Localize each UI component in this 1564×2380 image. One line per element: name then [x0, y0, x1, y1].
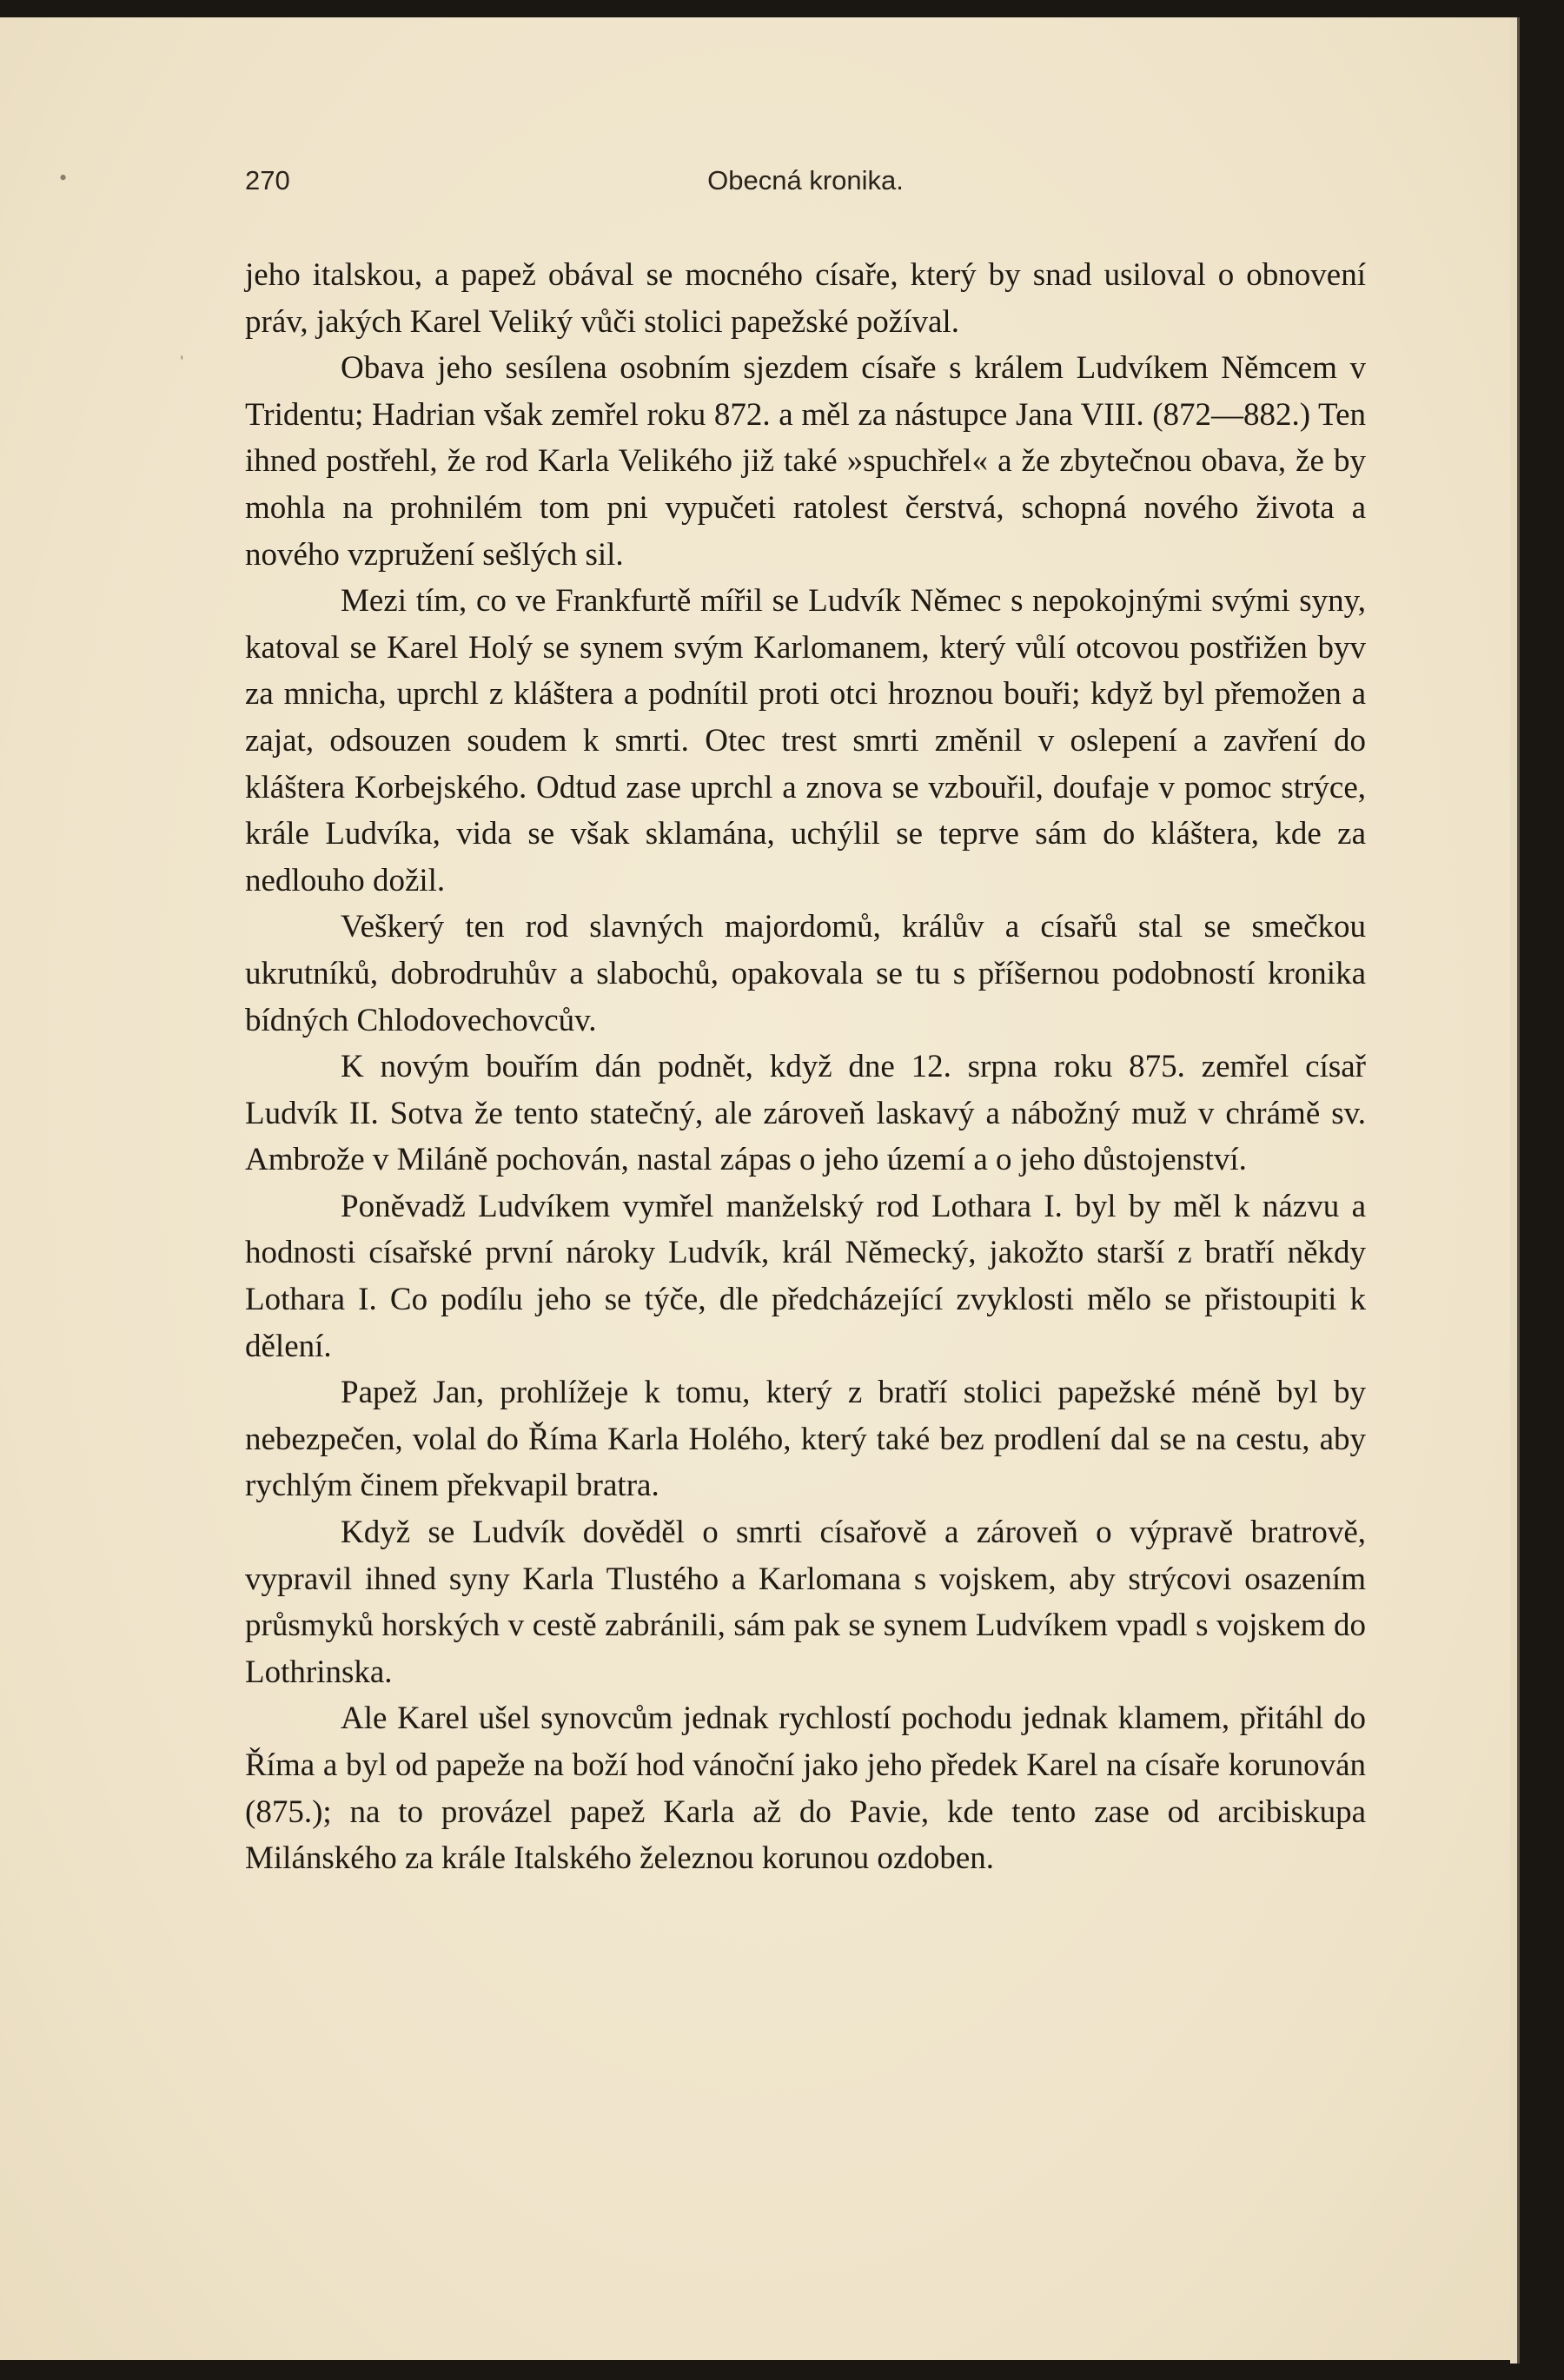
- paragraph: Když se Ludvík dověděl o smrti císařově a zároveň o výpravě bratrově, vypravil ihned syny Karla Tlustého a Karlomana s vojskem, aby strýcovi osazením průsmyků horských v cestě zabránili, sám pak se synem Ludvíkem vpadl s vojskem do Lothrinska.: [245, 1515, 1366, 1690]
- page-edge-shadow: [1517, 17, 1520, 2363]
- header-title: Obecná kronika.: [707, 165, 904, 196]
- body-text: [245, 252, 1366, 1882]
- paragraph: K novým bouřím dán podnět, když dne 12. srpna roku 875. zemřel císař Ludvík II. Sotva že tento statečný, ale zároveň laskavý a nábožný muž v chrámě sv. Ambrože v Miláně pochován, nastal zápas o jeho území a o jeho důstojenství.: [245, 1049, 1366, 1178]
- running-head: [245, 165, 1366, 203]
- paragraph: Poněvadž Ludvíkem vymřel manželský rod Lothara I. byl by měl k názvu a hodnosti císařské první nároky Ludvík, král Německý, jakožto starší z bratří někdy Lothara I. Co podílu jeho se týče, dle předcházející zvyklosti mělo se přistoupiti k dělení.: [245, 1188, 1366, 1364]
- paragraph: Ale Karel ušel synovcům jednak rychlostí pochodu jednak klamem, přitáhl do Říma a byl od papeže na boží hod vánoční jako jeho předek Karel na císaře korunován (875.); na to provázel papež Karla až do Pavie, kde tento zase od arcibiskupa Milánského za krále Italského železnou korunou ozdoben.: [245, 1700, 1366, 1877]
- paragraph: Veškerý ten rod slavných majordomů, králův a císařů stal se smečkou ukrutníků, dobrodruhův a slabochů, opakovala se tu s příšernou podobností kronika bídných Chlodovechovcův.: [245, 909, 1366, 1038]
- stray-tick-mark: ˈ: [178, 352, 186, 377]
- paragraph: jeho italskou, a papež obával se mocného císaře, který by snad usiloval o obnovení práv, jakých Karel Veliký vůči stolici papežské požíval.: [245, 257, 1366, 340]
- paragraph: Papež Jan, prohlížeje k tomu, který z bratří stolici papežské méně byl by nebezpečen, volal do Říma Karla Holého, který také bez prodlení dal se na cestu, aby rychlým činem překvapil bratra.: [245, 1375, 1366, 1504]
- page-edge: [1510, 17, 1517, 2363]
- paragraph: Obava jeho sesílena osobním sjezdem císaře s králem Ludvíkem Němcem v Tridentu; Hadrian však zemřel roku 872. a měl za nástupce Jana VIII. (872—882.) Ten ihned postřehl, že rod Karla Velikého již také »spuchřel« a že zbytečnou obava, že by mohla na prohnilém tom pni vypučeti ratolest čerstvá, schopná nového života a nového vzpružení sešlých sil.: [245, 350, 1366, 573]
- page-number: 270: [245, 165, 290, 196]
- paragraph: Mezi tím, co ve Frankfurtě mířil se Ludvík Němec s nepokojnými svými syny, katoval se Karel Holý se synem svým Karlomanem, který vůlí otcovou postřižen byv za mnicha, uprchl z kláštera a podnítil proti otci hroznou bouři; když byl přemožen a zajat, odsouzen soudem k smrti. Otec trest smrti změnil v oslepení a zavření do kláštera Korbejského. Odtud zase uprchl a znova se vzbouřil, doufaje v pomoc strýce, krále Ludvíka, vida se však sklamána, uchýlil se teprve sám do kláštera, kde za nedlouho dožil.: [245, 583, 1366, 898]
- stray-dot-mark: •: [59, 165, 68, 190]
